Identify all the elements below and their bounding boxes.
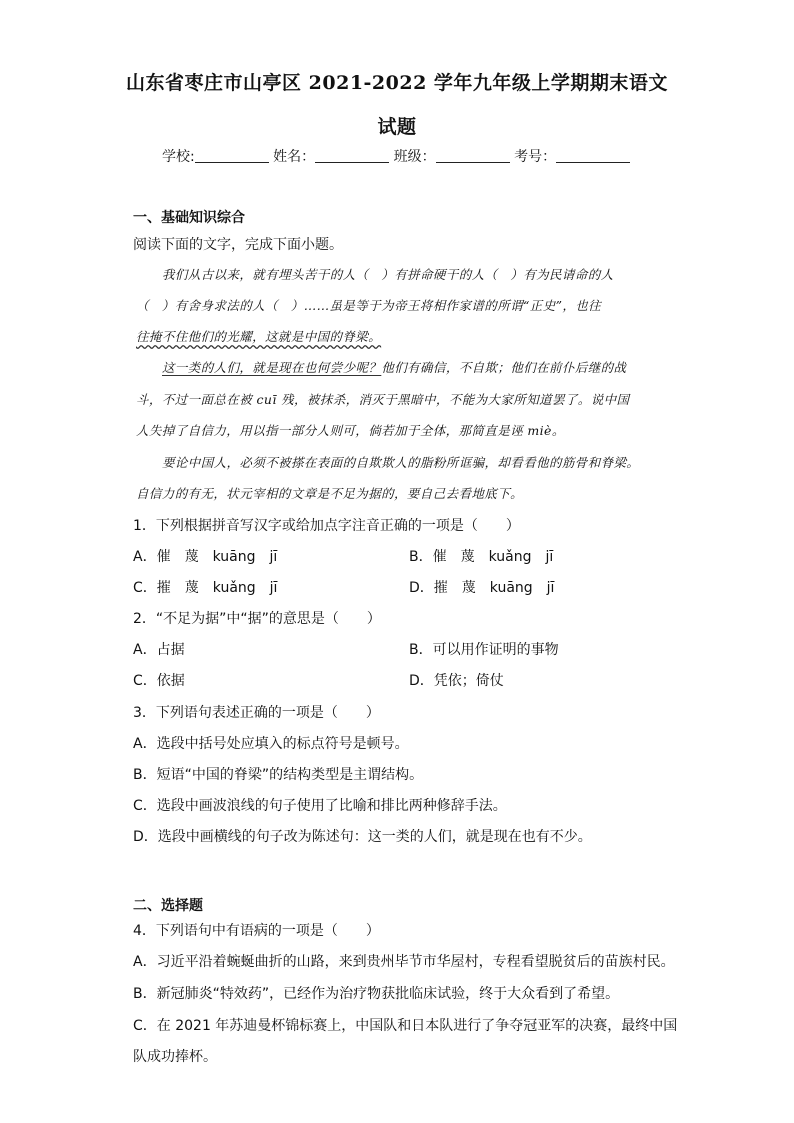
name-label: 姓名： [273, 149, 316, 165]
class-label: 班级： [393, 149, 436, 165]
student-info-row [162, 146, 630, 166]
exam-title-line1: 山东省枣庄市山亭区 2021-2022 学年九年级上学期期末语文 [126, 72, 668, 94]
section2-heading: 二、选择题 [133, 898, 203, 914]
question-2-stem: 2．“不足为据”中“据”的意思是（ ） [133, 611, 381, 627]
passage-line: 斗，不过一面总在被 cuī 残，被抹杀，消灭于黑暗中，不能为大家所知道罢了。说中国 [136, 392, 630, 407]
class-blank [436, 148, 510, 163]
question-2-option-a: A．占据 [133, 642, 185, 658]
question-3-stem: 3．下列语句表述正确的一项是（ ） [133, 705, 380, 721]
exam-number-blank [556, 148, 630, 163]
wavy-underlined-sentence: 往掩不住他们的光耀，这就是中国的脊梁。 [136, 329, 382, 344]
question-2-option-b: B．可以用作证明的事物 [409, 642, 559, 658]
passage-line: 自信力的有无，状元宰相的文章是不足为据的，要自己去看地底下。 [136, 486, 524, 501]
passage-line [136, 327, 381, 345]
question-1-stem: 1．下列根据拼音写汉字或给加点字注音正确的一项是（ ） [133, 518, 520, 534]
passage-text: 他们有确信，不自欺；他们在前仆后继的战 [381, 360, 627, 375]
question-2-option-c: C．依据 [133, 673, 185, 689]
section1-heading: 一、基础知识综合 [133, 210, 245, 226]
school-blank [195, 148, 269, 163]
passage-line [162, 358, 626, 376]
school-label: 学校: [162, 149, 195, 165]
question-1-option-d: D．摧 蔑 kuāng jī [409, 580, 555, 596]
question-4-option-c: C．在 2021 年苏迪曼杯锦标赛上，中国队和日本队进行了争夺冠亚军的决赛，最终中国 [133, 1018, 678, 1034]
name-blank [315, 148, 389, 163]
question-3-option-d: D．选段中画横线的句子改为陈述句：这一类的人们，就是现在也有不少。 [133, 829, 592, 845]
passage-line: 人失掉了自信力，用以指一部分人则可，倘若加于全体，那简直是诬 miè。 [136, 423, 565, 438]
underlined-sentence: 这一类的人们，就是现在也何尝少呢？ [162, 360, 382, 375]
question-4-option-c-continued: 队成功捧杯。 [133, 1049, 217, 1065]
passage-line: （ ）有舍身求法的人（ ）……虽是等于为帝王将相作家谱的所谓“正史”，也往 [136, 298, 602, 313]
question-4-option-a: A．习近平沿着蜿蜒曲折的山路，来到贵州毕节市华屋村，专程看望脱贫后的苗族村民。 [133, 954, 675, 970]
passage-line: 要论中国人，必须不被搽在表面的自欺欺人的脂粉所诓骗，却看看他的筋骨和脊梁。 [162, 455, 640, 470]
question-4-stem: 4．下列语句中有语病的一项是（ ） [133, 923, 380, 939]
question-1-option-a: A．催 蔑 kuāng jī [133, 549, 278, 565]
question-2-option-d: D．凭依；倚仗 [409, 673, 504, 689]
question-3-option-b: B．短语“中国的脊梁”的结构类型是主谓结构。 [133, 767, 424, 783]
exam-title-line2: 试题 [377, 116, 417, 138]
exam-number-label: 考号： [514, 149, 557, 165]
section1-instruction: 阅读下面的文字，完成下面小题。 [133, 237, 343, 253]
question-4-option-b: B．新冠肺炎“特效药”，已经作为治疗物获批临床试验，终于大众看到了希望。 [133, 986, 620, 1002]
passage-line: 我们从古以来，就有埋头苦干的人（ ）有拼命硬干的人（ ）有为民请命的人 [162, 267, 614, 282]
question-3-option-c: C．选段中画波浪线的句子使用了比喻和排比两种修辞手法。 [133, 798, 507, 814]
question-1-option-c: C．摧 蔑 kuǎng jī [133, 580, 278, 596]
question-3-option-a: A．选段中括号处应填入的标点符号是顿号。 [133, 736, 409, 752]
question-1-option-b: B．催 蔑 kuǎng jī [409, 549, 554, 565]
